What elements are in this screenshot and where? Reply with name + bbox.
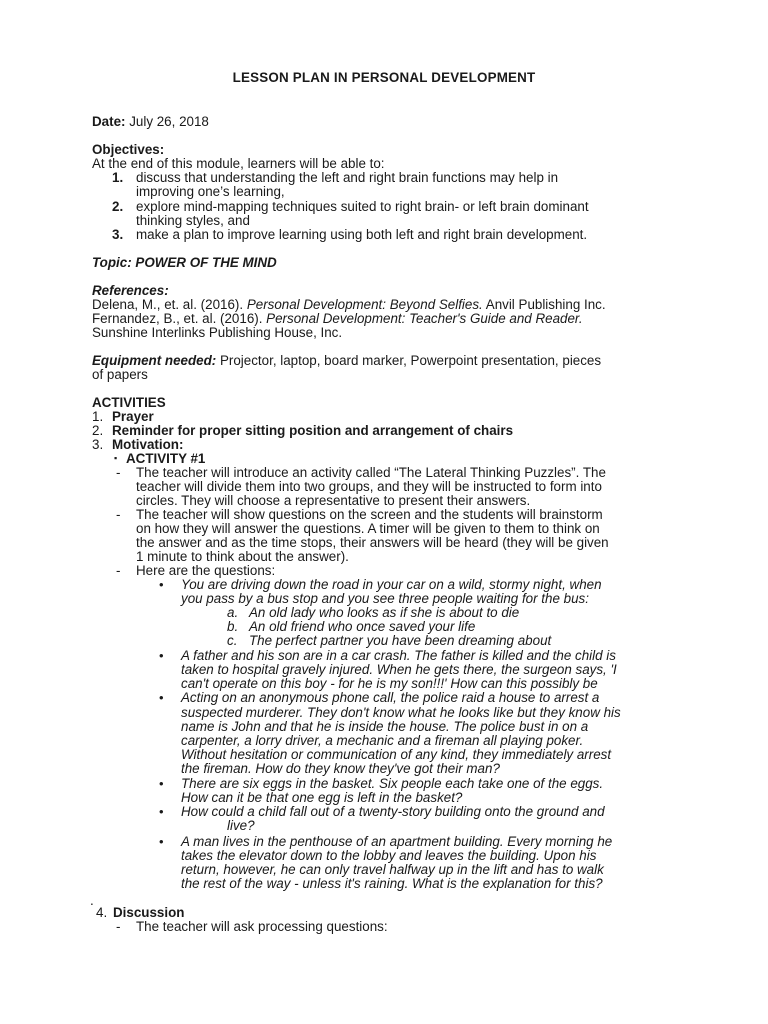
activity-1-number: 1. [92, 409, 104, 424]
dash2-line-4: 1 minute to think about the answer). [136, 549, 349, 564]
round-bullet-icon: • [159, 648, 164, 663]
equipment-line-2: of papers [92, 367, 148, 382]
objective-2-number: 2. [112, 199, 124, 214]
dash3-line: Here are the questions: [136, 563, 276, 578]
question-6-line-1: A man lives in the penthouse of an apartment building. Every morning he [181, 834, 613, 849]
activity-2-number: 2. [92, 423, 104, 438]
question-6-line-3: return, however, he can only travel halfway up in the lift and has to walk [181, 862, 604, 877]
dash-bullet-icon: - [116, 563, 121, 578]
dash1-line-2: teacher will divide them into two groups, and they will be instructed to form into [136, 479, 602, 494]
activity-2-label: Reminder for proper sitting position and arrangement of chairs [112, 423, 514, 438]
square-bullet-icon: ▪ [114, 453, 118, 463]
objective-1-number: 1. [112, 170, 124, 185]
objectives-intro: At the end of this module, learners will be able to: [92, 156, 385, 171]
option-b-text: An old friend who once saved your life [249, 619, 476, 634]
dash-bullet-icon: - [116, 465, 121, 480]
question-2-line-1: A father and his son are in a car crash. The father is killed and the child is [181, 648, 616, 663]
discussion-number: 4. [96, 905, 108, 920]
reference-1 [92, 297, 606, 312]
question-6-line-4: the rest of the way - unless it's raining. What is the explanation for this? [181, 876, 603, 891]
dash2-line-3: the answer and as the time stops, their answers will be heard (they will be given [136, 535, 609, 550]
option-c-text: The perfect partner you have been dreaming about [249, 633, 552, 648]
question-3-line-1: Acting on an anonymous phone call, the police raid a house to arrest a [181, 690, 600, 705]
question-3-line-6: the fireman. How do they know they've got their man? [181, 761, 500, 776]
activity-3-label: Motivation: [112, 437, 184, 452]
equipment-line-1 [92, 353, 601, 368]
objective-2-line-2: thinking styles, and [136, 213, 250, 228]
document-title: LESSON PLAN IN PERSONAL DEVELOPMENT [232, 70, 536, 85]
dash2-line-1: The teacher will show questions on the screen and the students will brainstorm [136, 507, 603, 522]
reference-2-author: Fernandez, B., et. al. (2016). [92, 311, 267, 326]
question-2-line-3: can't operate on this boy - for he is my son!!!' How can this possibly be [181, 676, 598, 691]
reference-1-publisher: Anvil Publishing Inc. [482, 297, 606, 312]
objective-1-line-2: improving one’s learning, [136, 184, 285, 199]
date-line [92, 114, 209, 129]
option-a-letter: a. [227, 605, 239, 620]
reference-1-title: Personal Development: Beyond Selfies. [246, 297, 483, 312]
discussion-dash-line: The teacher will ask processing questions: [136, 919, 388, 934]
objective-3-line-1: make a plan to improve learning using both left and right brain development. [136, 227, 588, 242]
option-a-text: An old lady who looks as if she is about to die [249, 605, 520, 620]
reference-2-publisher: Sunshine Interlinks Publishing House, Inc. [92, 325, 343, 340]
question-3-line-5: Without hesitation or communication of any kind, they immediately arrest [181, 747, 612, 762]
objectives-heading: Objectives: [92, 142, 165, 157]
equipment-label: Equipment needed: [92, 353, 217, 368]
dash1-line-1: The teacher will introduce an activity called “The Lateral Thinking Puzzles”. The [136, 465, 606, 480]
references-heading: References: [92, 283, 169, 298]
activity-1-label: Prayer [112, 409, 154, 424]
objective-3-number: 3. [112, 227, 124, 242]
objective-1-line-1: discuss that understanding the left and right brain functions may help in [136, 170, 559, 185]
round-bullet-icon: • [159, 776, 164, 791]
reference-2 [92, 311, 583, 326]
round-bullet-icon: • [159, 690, 164, 705]
date-label: Date: [92, 114, 126, 129]
question-4-line-1: There are six eggs in the basket. Six people each take one of the eggs. [181, 776, 604, 791]
activities-heading: ACTIVITIES [92, 395, 166, 410]
question-5-line-1: How could a child fall out of a twenty-story building onto the ground and [181, 804, 605, 819]
discussion-label: Discussion [113, 905, 185, 920]
stray-dot: . [90, 893, 94, 908]
dash-bullet-icon: - [116, 919, 121, 934]
activity1-label: ACTIVITY #1 [126, 451, 206, 466]
question-3-line-3: name is John and that he is inside the house. The police bust in on a [181, 719, 589, 734]
question-5-line-2: live? [227, 818, 255, 833]
equipment-value: Projector, laptop, board marker, Powerpoint presentation, pieces [216, 353, 602, 368]
question-1-line-2: you pass by a bus stop and you see three people waiting for the bus: [181, 591, 589, 606]
question-1-line-1: You are driving down the road in your car on a wild, stormy night, when [181, 577, 602, 592]
option-b-letter: b. [227, 619, 239, 634]
round-bullet-icon: • [159, 834, 164, 849]
question-4-line-2: How can it be that one egg is left in the basket? [181, 790, 463, 805]
question-6-line-2: takes the elevator down to the lobby and leaves the building. Upon his [181, 848, 597, 863]
topic-line: Topic: POWER OF THE MIND [92, 255, 277, 270]
round-bullet-icon: • [159, 804, 164, 819]
dash-bullet-icon: - [116, 507, 121, 522]
activity-3-number: 3. [92, 437, 104, 452]
reference-1-author: Delena, M., et. al. (2016). [92, 297, 247, 312]
objective-2-line-1: explore mind-mapping techniques suited to right brain- or left brain dominant [136, 199, 589, 214]
question-2-line-2: taken to hospital gravely injured. When he gets there, the surgeon says, 'I [181, 662, 617, 677]
question-3-line-4: carpenter, a lorry driver, a mechanic and a fireman all playing poker. [181, 733, 584, 748]
dash2-line-2: on how they will answer the questions. A timer will be given to them to think on [136, 521, 600, 536]
reference-2-title: Personal Development: Teacher's Guide and Reader. [266, 311, 583, 326]
dash1-line-3: circles. They will choose a representative to present their answers. [136, 493, 531, 508]
question-3-line-2: suspected murderer. They don't know what he looks like but they know his [181, 705, 621, 720]
round-bullet-icon: • [159, 577, 164, 592]
option-c-letter: c. [227, 633, 238, 648]
date-value: July 26, 2018 [125, 114, 209, 129]
